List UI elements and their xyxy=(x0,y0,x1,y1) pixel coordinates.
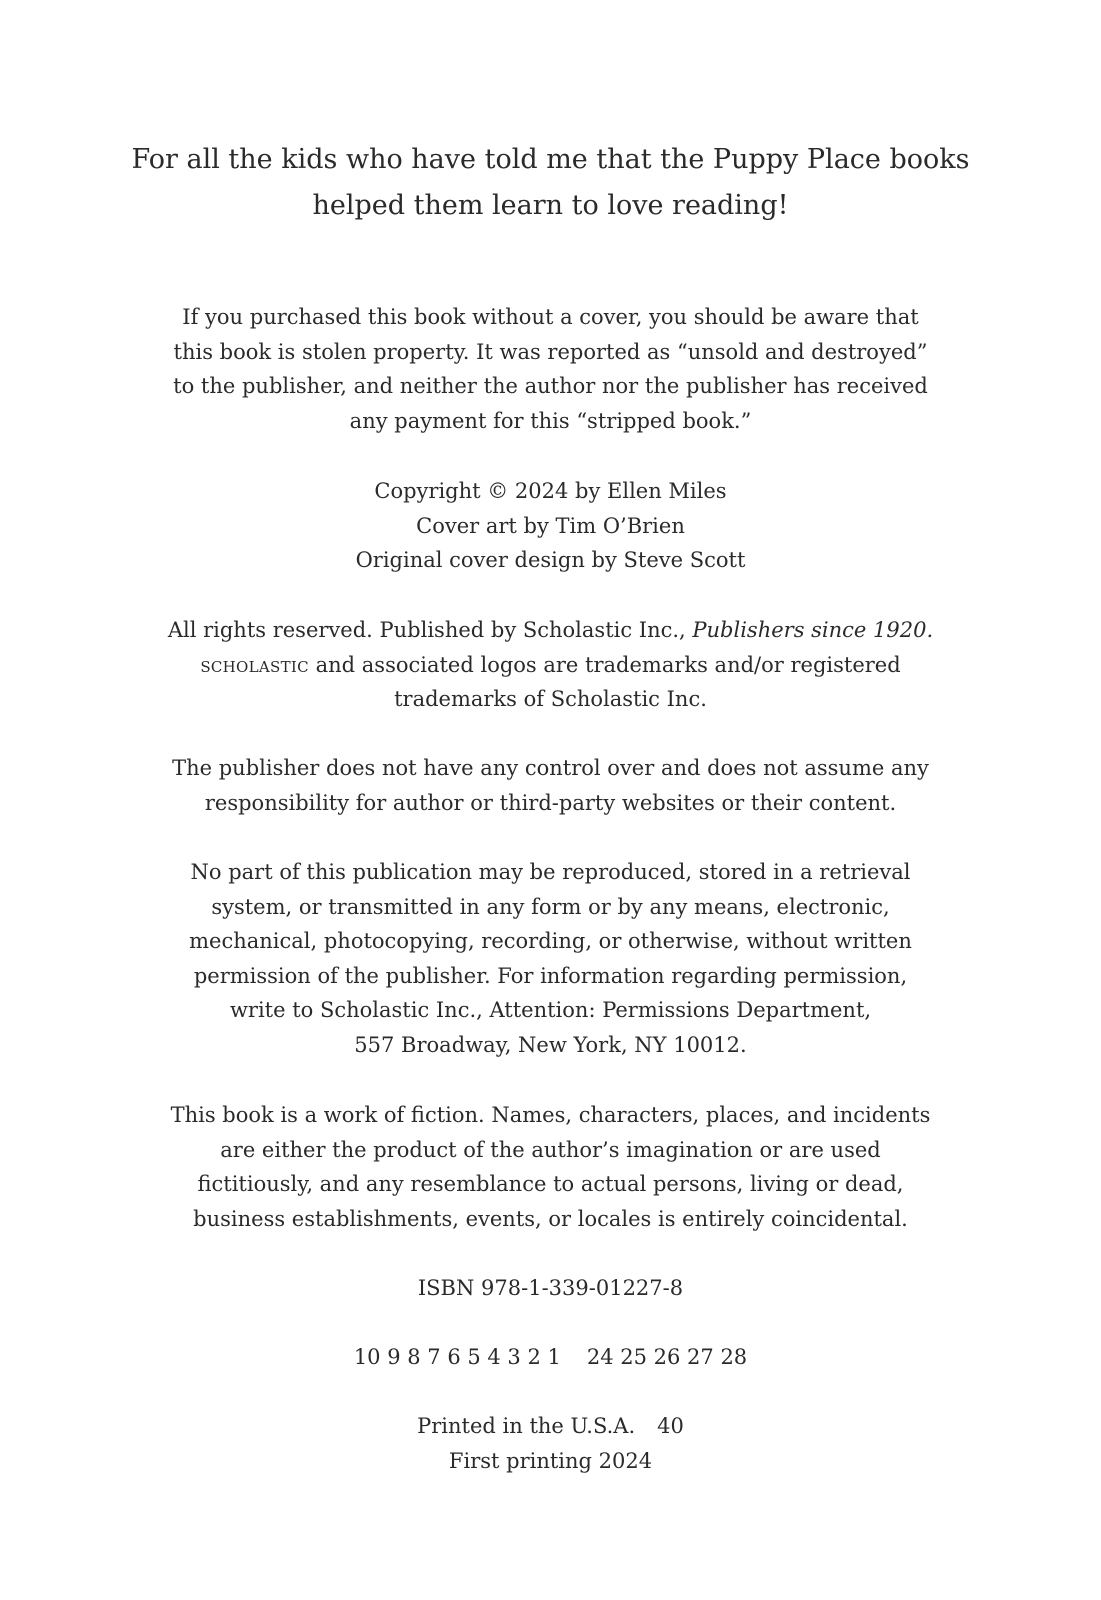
notice-line: If you purchased this book without a cover, you should be aware that xyxy=(182,305,919,329)
printed-location: Printed in the U.S.A. xyxy=(417,1414,636,1438)
disclaimer-line: responsibility for author or third-party websites or their content. xyxy=(204,790,897,815)
disclaimer-line: The publisher does not have any control over and does not assume any xyxy=(172,756,929,780)
printing-years: 24 25 26 27 28 xyxy=(586,1345,748,1369)
notice-line: mechanical, photocopying, recording, or otherwise, without written xyxy=(189,929,912,954)
isbn xyxy=(0,1271,1101,1306)
stripped-book-notice xyxy=(0,300,1101,438)
fiction-notice xyxy=(0,1098,1101,1236)
notice-line: system, or transmitted in any form or by any means, electronic, xyxy=(211,894,890,919)
notice-line: business establishments, events, or locales is entirely coincidental. xyxy=(193,1206,908,1231)
isbn-number: ISBN 978-1-339-01227-8 xyxy=(417,1276,684,1300)
rights-line: trademarks of Scholastic Inc. xyxy=(394,687,707,712)
rights-line xyxy=(0,613,1101,648)
notice-line: to the publisher, and neither the author nor the publisher has received xyxy=(173,374,928,399)
printing-line xyxy=(0,1340,1101,1375)
notice-line: write to Scholastic Inc., Attention: Permissions Department, xyxy=(229,998,872,1023)
printer-code: 40 xyxy=(657,1414,684,1438)
notice-line: permission of the publisher. For information regarding permission, xyxy=(193,963,908,988)
printing-numbers xyxy=(0,1340,1101,1375)
cover-art-credit: Cover art by Tim O’Brien xyxy=(416,513,685,538)
copyright-credits xyxy=(0,474,1101,578)
rights-text: All rights reserved. Published by Scholastic Inc., xyxy=(167,618,693,642)
dedication-line: helped them learn to love reading! xyxy=(312,190,789,221)
notice-line: fictitiously, and any resemblance to actual persons, living or dead, xyxy=(197,1172,904,1197)
impression-numbers: 10 9 8 7 6 5 4 3 2 1 xyxy=(353,1345,561,1369)
printing-info xyxy=(0,1409,1101,1478)
dedication-line: For all the kids who have told me that the Puppy Place books xyxy=(131,144,970,175)
printed-in-line xyxy=(0,1409,1101,1444)
scholastic-trademark: scholastic xyxy=(200,652,309,677)
notice-line: are either the product of the author’s imagination or are used xyxy=(220,1137,881,1162)
publisher-disclaimer xyxy=(0,751,1101,820)
cover-design-credit: Original cover design by Steve Scott xyxy=(355,548,746,573)
dedication xyxy=(0,137,1101,229)
rights-line xyxy=(0,648,1101,683)
notice-line: This book is a work of fiction. Names, characters, places, and incidents xyxy=(170,1103,931,1127)
copyright-line: Copyright © 2024 by Ellen Miles xyxy=(374,479,727,503)
publisher-address: 557 Broadway, New York, NY 10012. xyxy=(354,1032,747,1057)
first-printing: First printing 2024 xyxy=(448,1448,653,1473)
rights-text: and associated logos are trademarks and/or registered xyxy=(308,652,901,677)
notice-line: any payment for this “stripped book.” xyxy=(349,408,752,433)
publisher-tagline: Publishers since 1920. xyxy=(692,618,934,642)
reproduction-notice xyxy=(0,855,1101,1063)
notice-line: No part of this publication may be reproduced, stored in a retrieval xyxy=(190,860,911,884)
notice-line: this book is stolen property. It was reported as “unsold and destroyed” xyxy=(173,339,928,364)
rights-statement xyxy=(0,613,1101,717)
